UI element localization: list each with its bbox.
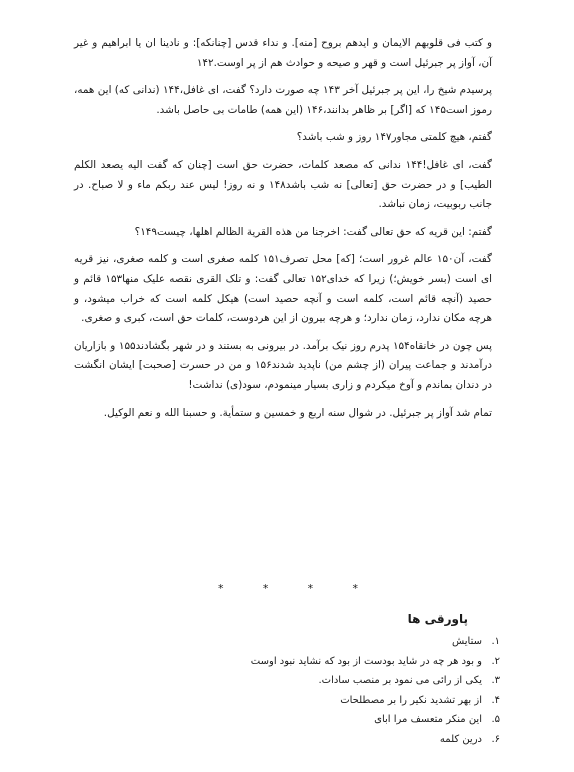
footnote-number: ۵. — [491, 714, 500, 726]
footnote-number: ۶. — [491, 733, 500, 745]
footnote-number: ۳. — [491, 675, 500, 687]
paragraph: پس چون در خانقاه۱۵۴ پدرم روز نیک برآمد. در بیرونی به بستند و در شهر بگشادند۱۵۵ و بازاریان درآمدند و جماعت پیران (از چشم من) ناپدید شدند۱۵۶ و من در حسرت [صحبت] ایشان انگشت در دندان بماندم و آوخ میکردم و زاری بسیار مینمودم، سود(ی) نداشت! — [74, 339, 493, 391]
separator-star: * — [352, 582, 358, 595]
main-text — [74, 34, 492, 431]
footnote-number: ۱. — [491, 636, 500, 647]
separator-star: * — [307, 582, 314, 595]
paragraph: تمام شد آواز پر جبرئیل. در شوال سنه اربع و خمسین و ستمأیة. و حسبنا الله و نعم الوکیل. — [103, 406, 492, 419]
footnote-item — [80, 691, 500, 711]
separator-star: * — [218, 582, 224, 595]
footnote-item — [80, 632, 500, 652]
footnotes-list — [80, 632, 500, 750]
paragraph: گفتم: این قریه که حق تعالی گفت: اخرجنا من هذه القریة الظالم اهلها، چیست۱۴۹؟ — [134, 225, 492, 238]
footnote-number: ۴. — [491, 694, 500, 706]
paragraph: گفتم، هیچ کلمتی مجاور۱۴۷ روز و شب باشد؟ — [296, 131, 492, 144]
footnote-item — [80, 671, 500, 691]
footnotes-heading: پاورقی ها — [407, 612, 468, 626]
footnote-item — [80, 652, 500, 672]
footnote-number: ۲. — [491, 655, 500, 667]
paragraph: گفت، ای غافل!۱۴۴ ندانی که مصعد کلمات، حضرت حق است [چنان که گفت الیه یصعد الکلم الطیب] و در حضرت حق [تعالی] نه شب باشد۱۴۸ و نه روز! لیس عند ربکم ماء و لا صباح. در جانب ربوبیت، زمان نباشد. — [74, 158, 492, 211]
footnote-text: درین کلمه — [439, 733, 482, 745]
separator-star: * — [262, 582, 269, 595]
paragraph: پرسیدم شیخ را، این پر جبرئیل آخر ۱۴۳ چه صورت دارد؟ گفت، ای غافل،۱۴۴ (ندانی که) این همه، رموز است۱۴۵ که [اگر] بر ظاهر بدانند،۱۴۶ (این همه) طامات بی حاصل باشد. — [74, 84, 492, 116]
footnote-text: ستایش — [452, 636, 482, 647]
section-separator — [218, 582, 358, 595]
footnote-item — [80, 710, 500, 730]
footnote-text: یکی از رائی می نمود بر منصب سادات. — [318, 675, 482, 687]
footnote-item — [80, 730, 500, 750]
paragraph: گفت، آن۱۵۰ عالم غرور است؛ [که] محل تصرف۱۵۱ کلمه صغری است و کلمه صغری، نیز قریه ای است (بسر خویش؛) زیرا که خدای۱۵۲ تعالی گفت: و تلک القری نقصه علیک منها۱۵۳ قائم و حصید (آنچه قائم است، کلمه است و آنچه حصید است) هیکل کلمه است که خراب میشود، و هرچه مکان ندارد، زمان ندارد؛ و هرچه بیرون از این هردوست، کلمات حق است، کبری و صغری. — [74, 253, 492, 325]
paragraph: و کتب فی قلوبهم الایمان و ایدهم بروح [منه]. و نداء قدس [چنانکه]: و نادینا ان یا ابراهیم و غیر آن، آواز پر جبرئیل است و قهر و صیحه و حوادث هم از پر اوست.۱۴۲ — [74, 37, 492, 69]
footnote-text: این منکر متعسف مرا ابای — [374, 714, 482, 726]
footnote-text: و بود هر چه در شاید بودست از بود که نشاید نبود اوست — [250, 655, 482, 667]
footnote-text: از بهر تشدید نکیر را بر مصطلحات — [340, 694, 482, 706]
